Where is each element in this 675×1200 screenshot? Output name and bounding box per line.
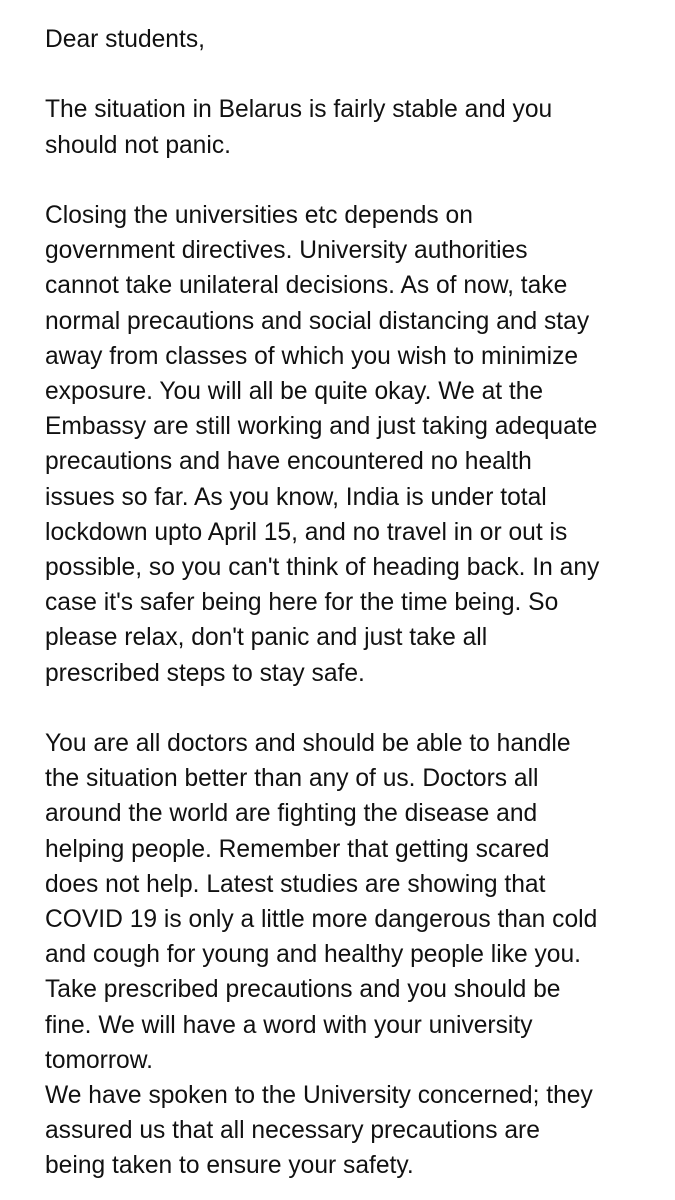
paragraph-line: issues so far. As you know, India is under total — [45, 483, 547, 511]
paragraph-spacer — [45, 57, 645, 92]
paragraph-line: normal precautions and social distancing and stay — [45, 307, 590, 335]
paragraph-line: COVID 19 is only a little more dangerous than cold — [45, 906, 598, 934]
paragraph-line: tomorrow. — [45, 1046, 153, 1074]
paragraph-line: please relax, don't panic and just take all — [45, 624, 488, 652]
paragraph-line: case it's safer being here for the time being. So — [45, 589, 559, 617]
paragraph-line: should not panic. — [45, 131, 231, 159]
paragraph-4 — [45, 1078, 645, 1184]
paragraph-line: cannot take unilateral decisions. As of now, take — [45, 272, 568, 300]
paragraph-line: away from classes of which you wish to minimize — [45, 342, 579, 370]
paragraph-line: assured us that all necessary precautions are — [45, 1117, 540, 1145]
paragraph-line: exposure. You will all be quite okay. We at the — [45, 378, 544, 405]
paragraph-line: around the world are fighting the disease and — [45, 800, 538, 828]
paragraph-line: fine. We will have a word with your university — [45, 1011, 533, 1039]
message-body — [45, 22, 645, 1184]
paragraph-line: does not help. Latest studies are showing that — [45, 870, 546, 898]
paragraph-line: lockdown upto April 15, and no travel in or out is — [45, 518, 568, 546]
paragraph-line: government directives. University authorities — [45, 237, 528, 265]
paragraph-line: precautions and have encountered no health — [45, 448, 532, 476]
paragraph-line: the situation better than any of us. Doctors all — [45, 765, 539, 793]
paragraph-line: helping people. Remember that getting scared — [45, 835, 550, 863]
paragraph-spacer — [45, 163, 645, 198]
paragraph-line: You are all doctors and should be able to handle — [45, 730, 571, 758]
paragraph-line: We have spoken to the University concerned; they — [45, 1082, 593, 1110]
paragraph-spacer — [45, 691, 645, 726]
paragraph-1 — [45, 92, 645, 162]
paragraph-line: possible, so you can't think of heading back. In any — [45, 554, 600, 582]
paragraph-3 — [45, 726, 645, 1078]
paragraph-line: and cough for young and healthy people like you. — [45, 941, 581, 969]
paragraph-line: Closing the universities etc depends on — [45, 201, 473, 229]
paragraph-line: Embassy are still working and just taking adequate — [45, 413, 598, 441]
paragraph-line: prescribed steps to stay safe. — [45, 659, 365, 687]
paragraph-line: Take prescribed precautions and you should be — [45, 976, 561, 1004]
paragraph-line: being taken to ensure your safety. — [45, 1152, 414, 1180]
paragraph-line: The situation in Belarus is fairly stable and you — [45, 96, 553, 124]
greeting: Dear students, — [45, 26, 205, 53]
paragraph-2 — [45, 198, 645, 691]
